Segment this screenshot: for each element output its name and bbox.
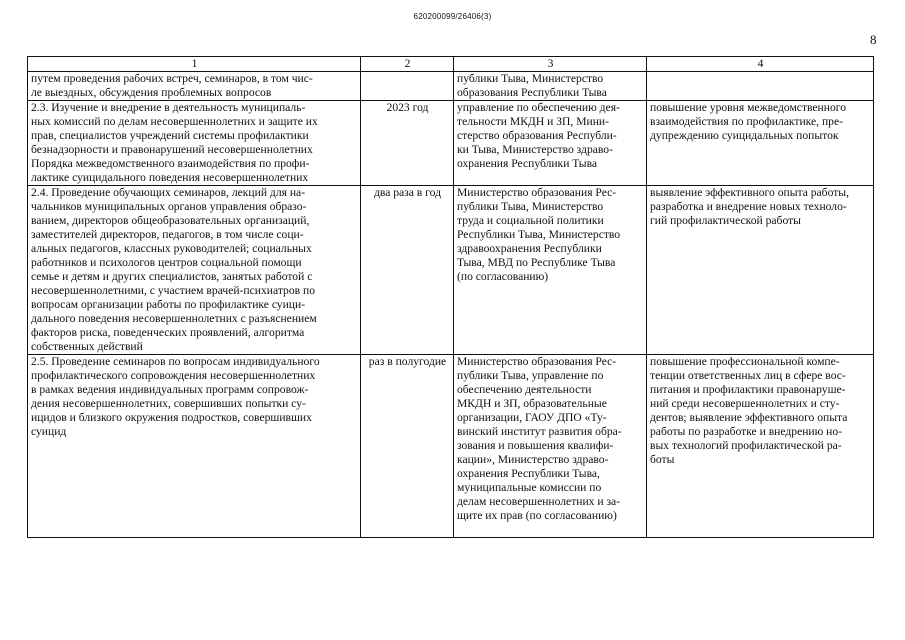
column-header-2: 2	[361, 57, 454, 72]
cell-text-line: чальников муниципальных органов управления образо-	[31, 200, 307, 213]
cell-text-line: публики Тыва, Министерство	[457, 200, 604, 213]
cell-text-line: образования Республики Тыва	[457, 86, 607, 99]
table-header-row	[28, 57, 874, 72]
cell-text-line: стерство образования Республи-	[457, 129, 617, 142]
cell-text-line: ванием, директоров общеобразовательных организаций,	[31, 214, 310, 227]
result-cell	[647, 101, 874, 186]
cell-text-line: вопросам организации работы по профилактике суици-	[31, 298, 306, 311]
cell-text-line: работы по разработке и внедрению но-	[650, 425, 843, 438]
cell-text-line: тенции ответственных лиц в сфере вос-	[650, 369, 846, 382]
cell-text-line: семье и детям и других специалистов, занятых работой с	[31, 270, 313, 283]
cell-text-line: выявление эффективного опыта работы,	[650, 186, 849, 199]
cell-text-line: повышение профессиональной компе-	[650, 355, 840, 368]
document-id: 620200099/26406(3)	[413, 12, 492, 21]
cell-text-line: гий профилактической работы	[650, 214, 801, 227]
cell-text-line: труда и социальной политики	[457, 214, 604, 227]
cell-text-line: организации, ГАОУ ДПО «Ту-	[457, 411, 607, 424]
cell-text-line: повышение уровня межведомственного	[650, 101, 847, 114]
cell-text-line: в рамках ведения индивидуальных программ сопровож-	[31, 383, 309, 396]
cell-text-line: дального поведения несовершеннолетних с разъяснением	[31, 312, 317, 325]
cell-text-line: Республики Тыва, Министерство	[457, 228, 621, 241]
cell-text-line: безнадзорности и правонарушений несовершеннолетних	[31, 143, 313, 156]
cell-text-line: альных педагогов, классных руководителей; социальных	[31, 242, 312, 255]
cell-text-line: профилактического сопровождения несовершеннолетних	[31, 369, 316, 382]
cell-text-line: щите их прав (по согласованию)	[457, 509, 617, 522]
cell-text-line: 2023 год	[386, 101, 429, 114]
cell-text-line: управление по обеспечению дея-	[457, 101, 620, 114]
result-cell	[647, 72, 874, 101]
cell-text-line: Министерство образования Рес-	[457, 186, 617, 199]
cell-text-line: (по согласованию)	[457, 270, 549, 283]
cell-text-line: Порядка межведомственного взаимодействия по профи-	[31, 157, 310, 170]
cell-text-line: ицидов и близкого окружения подростков, совершивших	[31, 411, 312, 424]
cell-text-line: вых технологий профилактической ра-	[650, 439, 842, 452]
cell-text-line: факторов риска, поведенческих проявлений, алгоритма	[31, 326, 305, 339]
cell-text-line: ных комиссий по делам несовершеннолетних и защите их	[31, 115, 318, 128]
measure-cell	[28, 355, 361, 538]
result-cell	[647, 355, 874, 538]
executors-cell	[454, 101, 647, 186]
cell-text-line: раз в полугодие	[368, 355, 447, 368]
cell-text-line: публики Тыва, управление по	[457, 369, 604, 382]
cell-text-line: МКДН и ЗП, образовательные	[457, 397, 607, 410]
cell-text-line: охранения Республики Тыва,	[457, 467, 600, 480]
column-header-1: 1	[28, 57, 361, 72]
cell-text-line: публики Тыва, Министерство	[457, 72, 604, 85]
period-cell	[361, 186, 454, 355]
cell-text-line: 2.4. Проведение обучающих семинаров, лекций для на-	[31, 186, 306, 199]
cell-text-line: работников и психологов центров социальной помощи	[31, 256, 302, 269]
cell-text-line: путем проведения рабочих встреч, семинаров, в том чис-	[31, 72, 313, 85]
page-number: 8	[870, 32, 877, 47]
cell-text-line: зования и повышения квалифи-	[457, 439, 614, 452]
cell-text-line: ний среди несовершеннолетних и сту-	[650, 397, 840, 410]
cell-text-line: тельности МКДН и ЗП, Мини-	[457, 115, 609, 128]
cell-text-line: взаимодействия по профилактике, пре-	[650, 115, 843, 128]
table-row	[28, 355, 874, 538]
measure-cell	[28, 72, 361, 101]
cell-text-line: два раза в год	[373, 186, 442, 199]
cell-text-line: несовершеннолетними, с участием врачей-психиатров по	[31, 284, 315, 297]
period-cell	[361, 72, 454, 101]
cell-text-line: здравоохранения Республики	[457, 242, 602, 255]
cell-text-line: муниципальные комиссии по	[457, 481, 602, 494]
result-cell	[647, 186, 874, 355]
cell-text-line: 2.3. Изучение и внедрение в деятельность муниципаль-	[31, 101, 306, 114]
measures-table	[27, 56, 874, 538]
column-header-4: 4	[647, 57, 874, 72]
cell-text-line: Тыва, МВД по Республике Тыва	[457, 256, 616, 269]
cell-text-line: боты	[650, 453, 675, 466]
cell-text-line: дентов; выявление эффективного опыта	[650, 411, 848, 424]
cell-text-line: заместителей директоров, педагогов, в том числе соци-	[31, 228, 304, 241]
executors-cell	[454, 355, 647, 538]
cell-text-line: питания и профилактики правонаруше-	[650, 383, 846, 396]
cell-text-line: винский институт развития обра-	[457, 425, 622, 438]
cell-text-line: ле выездных, обсуждения проблемных вопросов	[31, 86, 272, 99]
executors-cell	[454, 72, 647, 101]
table-row	[28, 72, 874, 101]
executors-cell	[454, 186, 647, 355]
cell-text-line: обеспечению деятельности	[457, 383, 592, 396]
cell-text-line: делам несовершеннолетних и за-	[457, 495, 621, 508]
cell-text-line: дупреждению суицидальных попыток	[650, 129, 839, 142]
cell-text-line: 2.5. Проведение семинаров по вопросам индивидуального	[31, 355, 320, 368]
cell-text-line: кации», Министерство здраво-	[457, 453, 609, 466]
cell-text-line: прав, специалистов учреждений системы профилактики	[31, 129, 309, 142]
measure-cell	[28, 186, 361, 355]
period-cell	[361, 101, 454, 186]
measure-cell	[28, 101, 361, 186]
table-row	[28, 101, 874, 186]
table-row	[28, 186, 874, 355]
cell-text-line: суицид	[31, 425, 67, 438]
column-header-3: 3	[454, 57, 647, 72]
cell-text-line: охранения Республики Тыва	[457, 157, 598, 170]
cell-text-line: дения несовершеннолетних, совершивших попытки су-	[31, 397, 306, 410]
cell-text-line: Министерство образования Рес-	[457, 355, 617, 368]
cell-text-line: лактике суицидального поведения несовершеннолетних	[31, 171, 309, 184]
cell-text-line: ки Тыва, Министерство здраво-	[457, 143, 613, 156]
period-cell	[361, 355, 454, 538]
cell-text-line: разработка и внедрение новых техноло-	[650, 200, 847, 213]
cell-text-line: собственных действий	[31, 340, 143, 353]
